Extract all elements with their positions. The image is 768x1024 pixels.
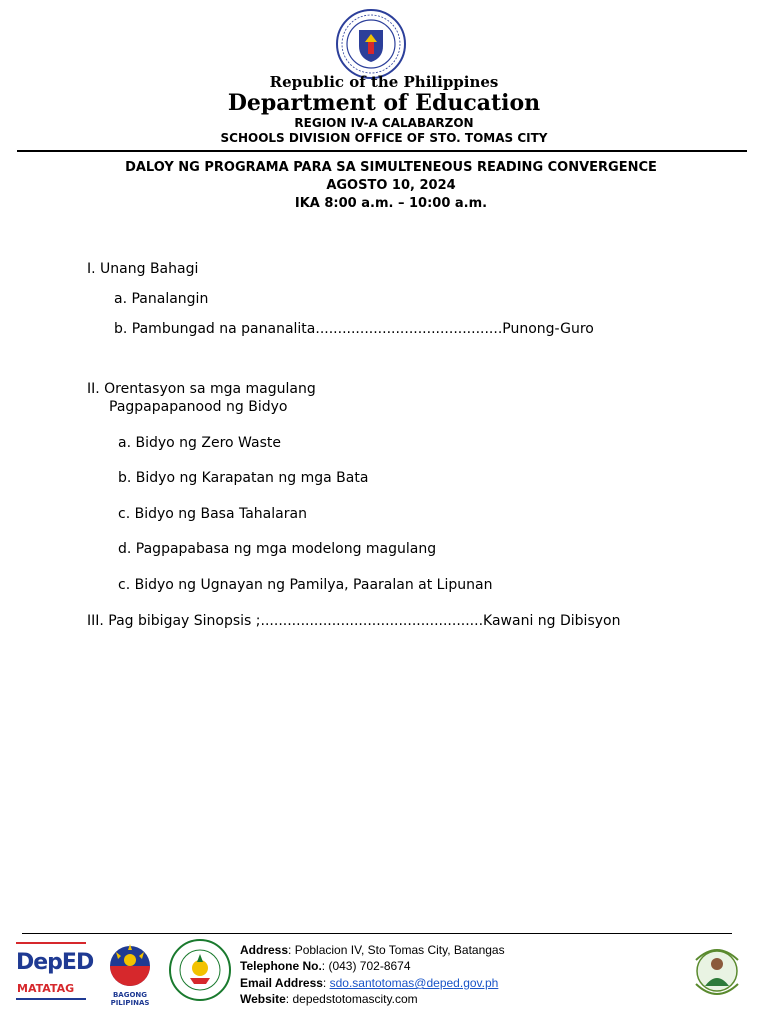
tomasino-ako-badge-icon [688, 940, 746, 1000]
part2-item-a: a. Bidyo ng Zero Waste [118, 435, 281, 451]
program-date: AGOSTO 10, 2024 [326, 178, 456, 193]
region-heading: REGION IV-A CALABARZON [294, 116, 474, 130]
footer-telephone: Telephone No.: (043) 702-8674 [240, 959, 411, 973]
footer-divider [22, 933, 732, 934]
part1-heading: I. Unang Bahagi [87, 261, 199, 277]
sdo-sto-tomas-seal-logo [168, 938, 232, 1002]
bagong-pilipinas-logo: BAGONG PILIPINAS [96, 940, 164, 1002]
department-heading: Department of Education [227, 90, 541, 116]
footer-email: Email Address: sdo.santotomas@deped.gov.ph [240, 976, 499, 990]
header-divider [17, 150, 747, 152]
footer-website: Website: depedstotomascity.com [240, 992, 418, 1006]
part2-item-c: c. Bidyo ng Basa Tahalaran [118, 506, 307, 522]
deped-matatag-logo: DepED MATATAG [16, 942, 86, 1004]
footer-address: Address: Poblacion IV, Sto Tomas City, Batangas [240, 943, 505, 957]
part2-heading: II. Orentasyon sa mga magulang [87, 381, 316, 397]
email-link[interactable]: sdo.santotomas@deped.gov.ph [329, 976, 499, 990]
part3-heading: III. Pag bibigay Sinopsis ;..................................................Kawani ng Dibisyon [87, 613, 621, 629]
deped-seal-logo [335, 8, 407, 80]
part1-item-b: b. Pambungad na pananalita..........................................Punong-Guro [114, 321, 594, 337]
part2-subheading: Pagpapapanood ng Bidyo [109, 399, 288, 415]
division-heading: SCHOOLS DIVISION OFFICE OF STO. TOMAS CITY [220, 131, 548, 145]
part2-item-d: d. Pagpapabasa ng mga modelong magulang [118, 541, 437, 557]
part2-item-b: b. Bidyo ng Karapatan ng mga Bata [118, 470, 369, 486]
republic-heading: Republic of the Philippines [269, 73, 499, 91]
program-title: DALOY NG PROGRAMA PARA SA SIMULTENEOUS READING CONVERGENCE [125, 160, 657, 175]
program-time: IKA 8:00 a.m. – 10:00 a.m. [294, 196, 488, 211]
bagong-pilipinas-emblem-icon [96, 940, 164, 990]
part2-item-e: c. Bidyo ng Ugnayan ng Pamilya, Paaralan at Lipunan [118, 577, 493, 593]
part1-item-a: a. Panalangin [114, 291, 209, 307]
